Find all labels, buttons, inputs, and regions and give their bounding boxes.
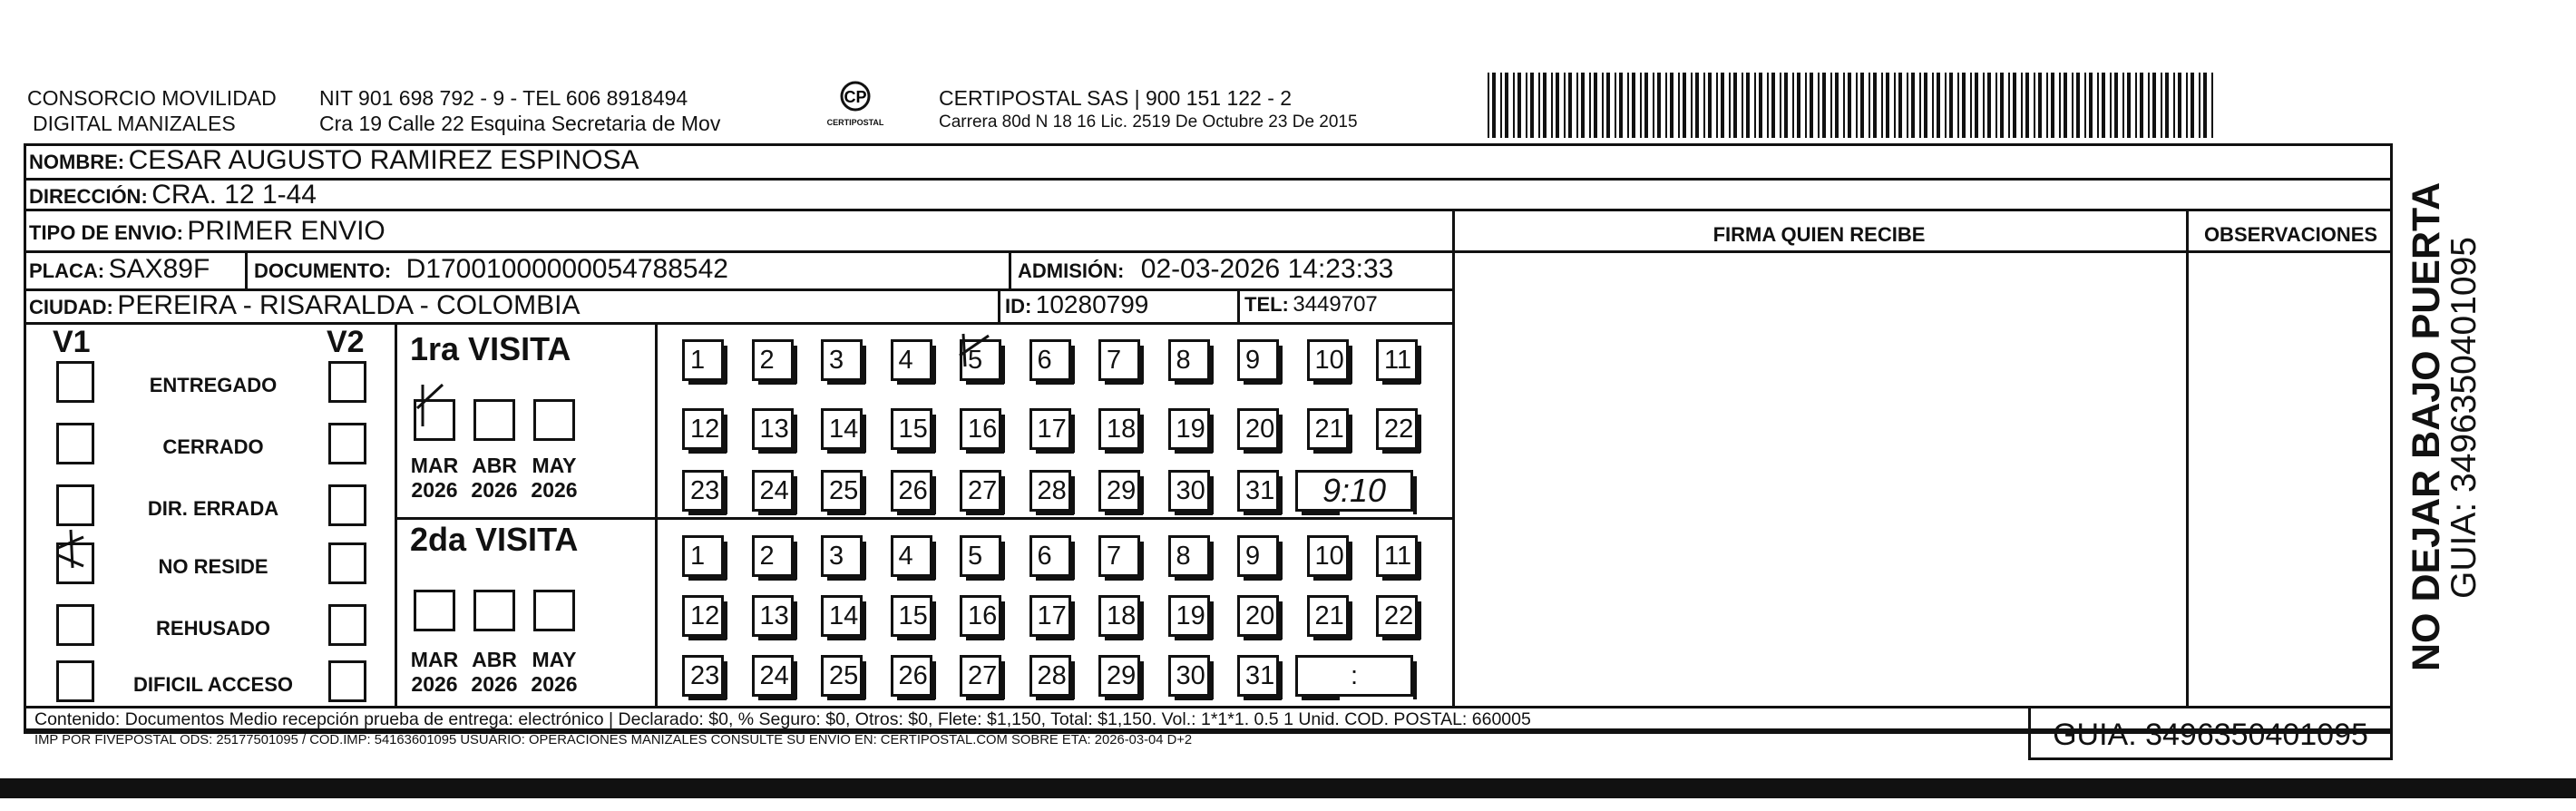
tipo-envio-label: TIPO DE ENVIO: xyxy=(29,221,183,244)
day-box[interactable]: 13 xyxy=(752,408,794,450)
direccion-value: CRA. 12 1-44 xyxy=(151,180,317,210)
placa-value: SAX89F xyxy=(108,254,210,284)
tel-label: TEL: xyxy=(1244,293,1289,316)
first-visit-label: 1ra VISITA xyxy=(410,330,571,367)
day-box[interactable]: 29 xyxy=(1098,655,1140,697)
status-label: ENTREGADO xyxy=(149,374,278,396)
tear-edge xyxy=(0,778,2576,798)
ciudad-row xyxy=(29,290,580,321)
day-box[interactable]: 28 xyxy=(1029,655,1071,697)
certipostal-info xyxy=(939,85,1483,134)
day-box[interactable]: 12 xyxy=(682,408,724,450)
divider xyxy=(1009,250,1011,288)
imp-line: IMP POR FIVEPOSTAL ODS: 25177501095 / COD.IMP: 54163601095 USUARIO: OPERACIONES MANIZALES CONSULTE SU ENVIO EN: CERTIPOSTAL.COM SOBRE ETA: 2026-03-04 D+2 xyxy=(34,733,1193,747)
divider xyxy=(245,250,248,288)
admision-value: 02-03-2026 14:23:33 xyxy=(1140,254,1394,284)
divider xyxy=(395,517,1452,520)
day-box[interactable]: 14 xyxy=(821,595,863,637)
id-value: 10280799 xyxy=(1035,290,1149,318)
day-box[interactable]: 23 xyxy=(682,470,724,512)
v1-label: V1 xyxy=(53,325,91,359)
divider xyxy=(998,288,1000,322)
day-box[interactable]: 22 xyxy=(1376,595,1418,637)
month-label: ABR 2026 xyxy=(471,454,518,502)
day-box[interactable]: 10 xyxy=(1307,339,1349,381)
day-box[interactable]: 19 xyxy=(1168,408,1210,450)
day-box[interactable]: 13 xyxy=(752,595,794,637)
divider xyxy=(395,322,397,706)
tipo-envio-row xyxy=(29,216,385,247)
time-box[interactable]: 9:10 xyxy=(1295,470,1413,512)
certipostal-line-1: CERTIPOSTAL SAS | 900 151 122 - 2 xyxy=(939,86,1293,110)
day-box[interactable]: 29 xyxy=(1098,470,1140,512)
direccion-row xyxy=(29,180,317,210)
day-box[interactable]: 21 xyxy=(1307,408,1349,450)
second-visit-label: 2da VISITA xyxy=(410,521,579,558)
day-box[interactable]: 26 xyxy=(891,470,932,512)
documento-label: DOCUMENTO: xyxy=(254,259,392,282)
day-box[interactable]: 16 xyxy=(960,408,1001,450)
day-box[interactable]: 5 xyxy=(960,535,1001,577)
month-checkbox[interactable] xyxy=(414,399,455,441)
day-box[interactable]: 17 xyxy=(1029,408,1071,450)
observaciones-area[interactable] xyxy=(2189,253,2393,706)
v2-checkbox[interactable] xyxy=(328,484,366,526)
day-box[interactable]: 7 xyxy=(1098,535,1140,577)
id-label: ID: xyxy=(1005,295,1032,318)
day-box[interactable]: 15 xyxy=(891,408,932,450)
month-checkbox[interactable] xyxy=(533,590,575,631)
firma-label: FIRMA QUIEN RECIBE xyxy=(1712,223,1926,246)
certipostal-line-2: Carrera 80d N 18 16 Lic. 2519 De Octubre 23 De 2015 xyxy=(939,112,1358,132)
svg-text:CP: CP xyxy=(844,88,867,106)
admision-label: ADMISIÓN: xyxy=(1018,259,1125,282)
direccion-label: DIRECCIÓN: xyxy=(29,185,148,208)
day-box[interactable]: 2 xyxy=(752,339,794,381)
month-checkbox[interactable] xyxy=(473,590,515,631)
day-box[interactable]: 1 xyxy=(682,339,724,381)
month-label: MAY 2026 xyxy=(531,648,578,696)
v1-checkbox[interactable] xyxy=(56,604,94,646)
v1-checkbox[interactable] xyxy=(56,361,94,403)
signature-area[interactable] xyxy=(1455,253,2186,706)
day-box[interactable]: 22 xyxy=(1376,408,1418,450)
documento-value: D17001000000054788542 xyxy=(405,254,728,284)
divider xyxy=(24,209,2393,211)
status-label: DIR. ERRADA xyxy=(147,497,279,520)
ciudad-value: PEREIRA - RISARALDA - COLOMBIA xyxy=(117,290,581,320)
day-box[interactable]: 1 xyxy=(682,535,724,577)
day-box[interactable]: 14 xyxy=(821,408,863,450)
day-box[interactable]: 9 xyxy=(1237,339,1279,381)
day-box[interactable]: 3 xyxy=(821,339,863,381)
day-box[interactable]: 10 xyxy=(1307,535,1349,577)
day-box[interactable]: 28 xyxy=(1029,470,1071,512)
day-box[interactable]: 21 xyxy=(1307,595,1349,637)
status-label: CERRADO xyxy=(162,435,264,458)
month-checkbox[interactable] xyxy=(533,399,575,441)
nit-line: NIT 901 698 792 - 9 - TEL 606 8918494 xyxy=(319,86,688,110)
placa-label: PLACA: xyxy=(29,259,105,282)
tel-value: 3449707 xyxy=(1293,292,1378,317)
admision-row xyxy=(1018,254,1393,285)
v2-checkbox[interactable] xyxy=(328,660,366,702)
day-box[interactable]: 31 xyxy=(1237,655,1279,697)
day-box[interactable]: 2 xyxy=(752,535,794,577)
status-label: DIFICIL ACCESO xyxy=(132,673,293,696)
day-box[interactable]: 18 xyxy=(1098,408,1140,450)
day-box[interactable]: 12 xyxy=(682,595,724,637)
day-box[interactable]: 15 xyxy=(891,595,932,637)
v2-checkbox[interactable] xyxy=(328,604,366,646)
id-row xyxy=(1005,290,1148,319)
day-box[interactable]: 4 xyxy=(891,339,932,381)
month-label: ABR 2026 xyxy=(471,648,518,696)
certipostal-logo: CP CERTIPOSTAL xyxy=(815,80,896,131)
day-box[interactable]: 11 xyxy=(1376,535,1418,577)
day-box[interactable]: 8 xyxy=(1168,339,1210,381)
day-box[interactable]: 4 xyxy=(891,535,932,577)
nit-block xyxy=(319,85,791,136)
v1-checkbox[interactable] xyxy=(56,542,94,584)
day-box[interactable]: 3 xyxy=(821,535,863,577)
v1-checkbox[interactable] xyxy=(56,660,94,702)
v2-checkbox[interactable] xyxy=(328,542,366,584)
day-box[interactable]: 25 xyxy=(821,470,863,512)
tel-row xyxy=(1244,292,1378,318)
day-box[interactable]: 16 xyxy=(960,595,1001,637)
day-box[interactable]: 20 xyxy=(1237,595,1279,637)
day-box[interactable]: 18 xyxy=(1098,595,1140,637)
divider xyxy=(24,250,1452,253)
day-box[interactable]: 31 xyxy=(1237,470,1279,512)
v2-checkbox[interactable] xyxy=(328,423,366,464)
day-box[interactable]: 25 xyxy=(821,655,863,697)
day-box[interactable]: 26 xyxy=(891,655,932,697)
nombre-label: NOMBRE: xyxy=(29,151,125,173)
day-box[interactable]: 24 xyxy=(752,470,794,512)
company-name xyxy=(27,85,317,136)
day-box[interactable]: 20 xyxy=(1237,408,1279,450)
barcode xyxy=(1488,73,2213,138)
nombre-row xyxy=(29,145,639,176)
nombre-value: CESAR AUGUSTO RAMIREZ ESPINOSA xyxy=(128,145,639,175)
divider xyxy=(24,178,2393,181)
day-box[interactable]: 27 xyxy=(960,655,1001,697)
time-box[interactable]: : xyxy=(1295,655,1413,697)
day-box[interactable]: 23 xyxy=(682,655,724,697)
address-line: Cra 19 Calle 22 Esquina Secretaria de Mov xyxy=(319,112,721,135)
documento-row xyxy=(254,254,728,285)
day-box[interactable]: 5 xyxy=(960,339,1001,381)
v2-label: V2 xyxy=(327,325,365,359)
v1-checkbox[interactable] xyxy=(56,423,94,464)
observaciones-label: OBSERVACIONES xyxy=(2203,223,2378,246)
day-box[interactable]: 24 xyxy=(752,655,794,697)
status-label: NO RESIDE xyxy=(158,555,268,578)
divider xyxy=(655,322,658,706)
v1-checkbox[interactable] xyxy=(56,484,94,526)
company-line-2: DIGITAL MANIZALES xyxy=(33,112,236,135)
v2-checkbox[interactable] xyxy=(328,361,366,403)
day-box[interactable]: 30 xyxy=(1168,655,1210,697)
month-label: MAR 2026 xyxy=(410,454,459,502)
day-box[interactable]: 11 xyxy=(1376,339,1418,381)
divider xyxy=(1237,288,1240,322)
guia-footer: GUIA: 3496350401095 xyxy=(2053,718,2368,752)
divider xyxy=(24,322,1452,325)
day-box[interactable]: 7 xyxy=(1098,339,1140,381)
month-checkbox[interactable] xyxy=(414,590,455,631)
day-box[interactable]: 30 xyxy=(1168,470,1210,512)
no-dejar-bajo-puerta: NO DEJAR BAJO PUERTA xyxy=(2405,181,2448,671)
guia-side: GUIA: 3496350401095 xyxy=(2444,237,2483,599)
day-box[interactable]: 19 xyxy=(1168,595,1210,637)
contenido-line: Contenido: Documentos Medio recepción prueba de entrega: electrónico | Declarado: $0, % Seguro: $0, Otros: $0, Flete: $1,150, Total: $1,150. Vol.: 1*1*1. 0.5 1 Unid. COD. POSTAL: 660005 xyxy=(34,709,1531,729)
day-box[interactable]: 17 xyxy=(1029,595,1071,637)
month-label: MAY 2026 xyxy=(531,454,578,502)
tipo-envio-value: PRIMER ENVIO xyxy=(187,216,385,246)
ciudad-label: CIUDAD: xyxy=(29,296,113,318)
company-line-1: CONSORCIO MOVILIDAD xyxy=(27,86,277,110)
day-box[interactable]: 9 xyxy=(1237,535,1279,577)
day-box[interactable]: 6 xyxy=(1029,535,1071,577)
day-box[interactable]: 8 xyxy=(1168,535,1210,577)
placa-row xyxy=(29,254,210,285)
day-box[interactable]: 6 xyxy=(1029,339,1071,381)
month-label: MAR 2026 xyxy=(410,648,459,696)
month-checkbox[interactable] xyxy=(473,399,515,441)
day-box[interactable]: 27 xyxy=(960,470,1001,512)
status-label: REHUSADO xyxy=(156,617,270,640)
